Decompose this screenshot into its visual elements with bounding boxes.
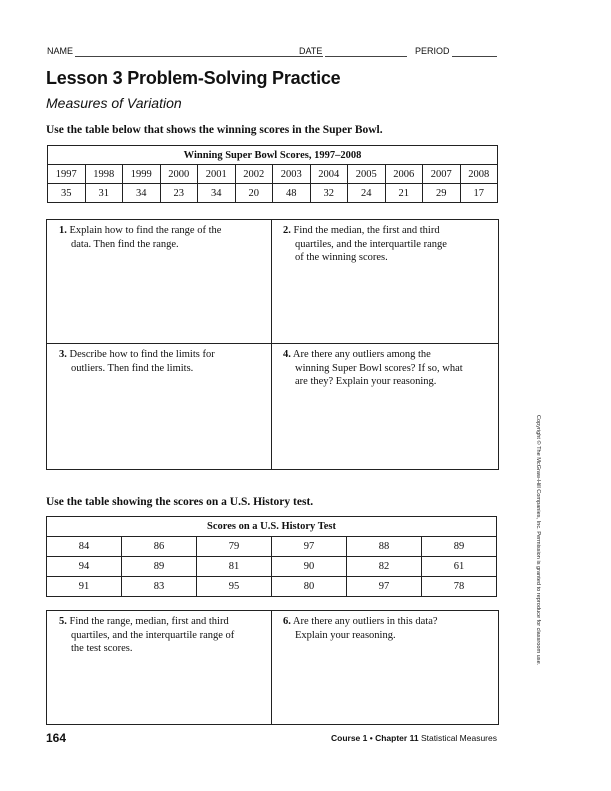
- score-cell: 17: [460, 184, 498, 203]
- scores-row: [48, 184, 498, 203]
- question-2: 2. Find the median, the first and third quartiles, and the interquartile range of the winning scores.: [283, 225, 447, 263]
- questions-grid-1: [46, 219, 499, 470]
- years-row: [48, 165, 498, 184]
- student-info-header: [47, 44, 497, 58]
- score-cell: 82: [347, 557, 422, 577]
- year-cell: 1997: [48, 165, 86, 184]
- questions-grid-2: [46, 610, 499, 725]
- question-1-box[interactable]: [47, 220, 272, 344]
- name-blank[interactable]: [75, 56, 323, 57]
- course-label: Course 1: [330, 733, 368, 743]
- table-row: [47, 577, 497, 597]
- chapter-label: Chapter 11: [375, 733, 419, 743]
- score-cell: 84: [47, 537, 122, 557]
- year-cell: 2006: [385, 165, 423, 184]
- question-3: 3. Describe how to find the limits for outliers. Then find the limits.: [59, 349, 215, 374]
- score-cell: 89: [422, 537, 497, 557]
- score-cell: 32: [310, 184, 348, 203]
- question-6-box[interactable]: [272, 611, 498, 724]
- history-test-scores-table: [46, 516, 497, 597]
- score-cell: 31: [85, 184, 123, 203]
- lesson-subtitle: Measures of Variation: [46, 95, 182, 111]
- page-number: 164: [46, 731, 67, 745]
- year-cell: 2007: [423, 165, 461, 184]
- score-cell: 78: [422, 577, 497, 597]
- score-cell: 83: [122, 577, 197, 597]
- table-caption: Winning Super Bowl Scores, 1997–2008: [48, 146, 498, 165]
- year-cell: 1998: [85, 165, 123, 184]
- score-cell: 88: [347, 537, 422, 557]
- question-2-box[interactable]: [272, 220, 498, 344]
- question-3-box[interactable]: [47, 344, 272, 469]
- question-1: 1. Explain how to find the range of the data. Then find the range.: [59, 225, 222, 250]
- year-cell: 2002: [235, 165, 273, 184]
- intro-history: Use the table showing the scores on a U.S. History test.: [46, 496, 314, 508]
- footer-course-info: [331, 733, 497, 743]
- score-cell: 97: [347, 577, 422, 597]
- intro-superbowl: Use the table below that shows the winning scores in the Super Bowl.: [46, 124, 383, 136]
- superbowl-scores-table: [47, 145, 498, 203]
- footer-bullet: •: [369, 733, 373, 743]
- score-cell: 95: [197, 577, 272, 597]
- score-cell: 97: [272, 537, 347, 557]
- year-cell: 2008: [460, 165, 498, 184]
- year-cell: 2000: [160, 165, 198, 184]
- score-cell: 34: [123, 184, 161, 203]
- period-label: PERIOD: [415, 46, 450, 56]
- score-cell: 23: [160, 184, 198, 203]
- score-cell: 61: [422, 557, 497, 577]
- date-blank[interactable]: [325, 56, 407, 57]
- score-cell: 79: [197, 537, 272, 557]
- question-5: 5. Find the range, median, first and third quartiles, and the interquartile range of the test scores.: [59, 616, 235, 654]
- period-blank[interactable]: [452, 56, 497, 57]
- score-cell: 91: [47, 577, 122, 597]
- score-cell: 35: [48, 184, 86, 203]
- chapter-title: Statistical Measures: [420, 733, 497, 743]
- year-cell: 2003: [273, 165, 311, 184]
- year-cell: 1999: [123, 165, 161, 184]
- score-cell: 89: [122, 557, 197, 577]
- date-label: DATE: [299, 46, 323, 56]
- table-row: [47, 537, 497, 557]
- year-cell: 2005: [348, 165, 386, 184]
- lesson-title: Lesson 3 Problem-Solving Practice: [46, 68, 341, 88]
- question-5-box[interactable]: [47, 611, 272, 724]
- table-caption: Scores on a U.S. History Test: [47, 517, 497, 537]
- question-4-box[interactable]: [272, 344, 498, 469]
- year-cell: 2001: [198, 165, 236, 184]
- name-label: NAME: [47, 46, 74, 56]
- score-cell: 86: [122, 537, 197, 557]
- score-cell: 29: [423, 184, 461, 203]
- score-cell: 90: [272, 557, 347, 577]
- score-cell: 94: [47, 557, 122, 577]
- score-cell: 21: [385, 184, 423, 203]
- question-6: 6. Are there any outliers in this data? Explain your reasoning.: [283, 616, 438, 641]
- table-row: [47, 557, 497, 577]
- score-cell: 81: [197, 557, 272, 577]
- copyright-notice: Copyright © The McGraw-Hill Companies, Inc. Permission is granted to reproduce for classroom use.: [535, 415, 541, 666]
- year-cell: 2004: [310, 165, 348, 184]
- score-cell: 24: [348, 184, 386, 203]
- question-4: 4. Are there any outliers among the winning Super Bowl scores? If so, what are they? Explain your reasoning.: [283, 349, 463, 387]
- score-cell: 80: [272, 577, 347, 597]
- score-cell: 34: [198, 184, 236, 203]
- score-cell: 48: [273, 184, 311, 203]
- score-cell: 20: [235, 184, 273, 203]
